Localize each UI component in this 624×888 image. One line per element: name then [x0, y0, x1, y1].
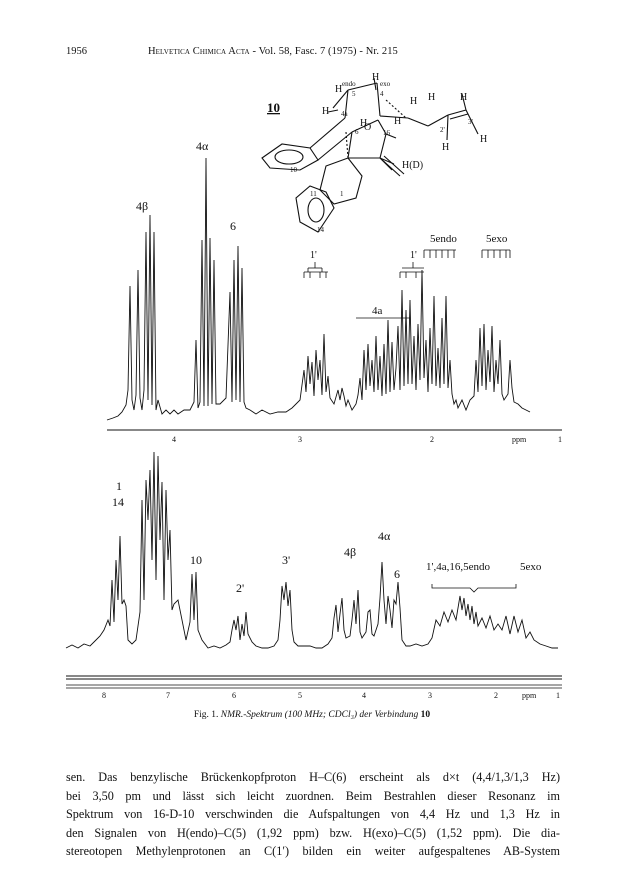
- molecule-structure: [262, 78, 478, 232]
- atom-label: H: [428, 92, 436, 103]
- tick-label: 4: [362, 691, 366, 700]
- peak-label-1prime-b: 1': [410, 250, 417, 261]
- body-line: den Signalen von H(endo)–C(5) (1,92 ppm) bzw. H(exo)–C(5) (1,52 ppm). Die dia-: [66, 825, 560, 840]
- tick-label: 2: [430, 435, 434, 444]
- atom-label: exo: [380, 80, 391, 88]
- atom-label: 16: [383, 129, 390, 137]
- atom-label: 5: [352, 90, 356, 98]
- body-line: stereotopen Methylenprotonen an C(1′) bilden ein weiter aufgespaltenes AB-System: [66, 844, 560, 859]
- atom-label: H: [372, 72, 380, 83]
- peak-label-14: 14: [112, 495, 124, 509]
- tick-label: 4: [172, 435, 176, 444]
- page-number: 1956: [66, 46, 87, 57]
- atom-label: O: [364, 122, 372, 133]
- peak-label-1: 1: [116, 479, 122, 493]
- body-line: sen. Das benzylische Brückenkopfproton H–C(6) erscheint als d×t (4,4/1,3/1,3 Hz): [66, 770, 560, 784]
- peak-label-4a: 4a: [372, 305, 383, 317]
- atom-label: 10: [290, 166, 297, 174]
- compound-number: 10: [267, 100, 280, 115]
- atom-label: H: [410, 96, 418, 107]
- peak-label-1prime-a: 1': [310, 250, 317, 261]
- atom-label: H: [442, 142, 450, 153]
- peak-label-4beta: 4β: [136, 199, 149, 213]
- peak-label-5exo: 5exo: [486, 233, 508, 245]
- peak-label-4beta: 4β: [344, 545, 357, 559]
- tick-label: ppm: [512, 435, 527, 444]
- atom-label: 4a: [341, 110, 348, 118]
- atom-label: 1: [340, 190, 344, 198]
- peak-label-4alpha: 4α: [196, 139, 209, 153]
- atom-label: endo: [342, 80, 356, 88]
- peak-label-6: 6: [230, 219, 236, 233]
- figure-caption: [0, 710, 624, 720]
- journal-title: Helvetica Chimica Acta: [148, 46, 250, 57]
- tick-label: 8: [102, 691, 106, 700]
- peak-label-multi: 1',4a,16,5endo: [426, 561, 490, 573]
- caption-compound: 10: [420, 710, 431, 720]
- lower-peak-labels: [112, 479, 542, 595]
- atom-label: 14: [317, 226, 324, 234]
- tick-label: 1: [558, 435, 562, 444]
- tick-label: 3: [428, 691, 432, 700]
- tick-label: 1: [556, 691, 560, 700]
- peak-label-2prime: 2': [236, 581, 245, 595]
- peak-label-5endo: 5endo: [430, 233, 457, 245]
- peak-label-5exo: 5exo: [520, 561, 542, 573]
- peak-label-6: 6: [394, 567, 400, 581]
- body-line: bei 3,50 pm und lässt sich leicht zuordnen. Beim Bestrahlen dieser Resonanz im: [66, 788, 560, 803]
- atom-label: H: [360, 118, 368, 129]
- atom-label: H: [394, 116, 402, 127]
- tick-label: 2: [494, 691, 498, 700]
- caption-text: NMR.-Spektrum (100 MHz; CDCl₃) der Verbindung: [220, 710, 419, 720]
- lower-spectrum-trace: [66, 452, 558, 648]
- body-line: Spektrum von 16-D-10 verschwinden die Aufspaltungen von 4,4 Hz und 1,3 Hz in: [66, 807, 560, 822]
- atom-label: 6: [355, 128, 359, 136]
- lower-axis-ticks: [102, 691, 560, 700]
- peak-label-10: 10: [190, 553, 202, 567]
- tick-label: 7: [166, 691, 170, 700]
- upper-axis-ticks: [172, 435, 562, 444]
- tick-label: 3: [298, 435, 302, 444]
- tick-label: ppm: [522, 691, 537, 700]
- peak-label-3prime: 3': [282, 553, 291, 567]
- atom-label: H: [480, 134, 488, 145]
- caption-prefix: Fig. 1.: [193, 710, 219, 720]
- tick-label: 6: [232, 691, 236, 700]
- atom-label: H: [322, 106, 330, 117]
- atom-label: H: [460, 92, 468, 103]
- atom-label: H(D): [402, 160, 424, 171]
- body-text: [66, 768, 560, 861]
- upper-spectrum-trace: [107, 158, 530, 420]
- atom-label: 11: [310, 190, 317, 198]
- atom-label: H: [335, 84, 343, 95]
- atom-label: 2': [440, 126, 445, 134]
- journal-issue: - Vol. 58, Fasc. 7 (1975) - Nr. 215: [252, 46, 398, 57]
- peak-label-4alpha: 4α: [378, 529, 391, 543]
- atom-label: 3': [468, 118, 473, 126]
- tick-label: 5: [298, 691, 302, 700]
- atom-label: 4: [380, 90, 384, 98]
